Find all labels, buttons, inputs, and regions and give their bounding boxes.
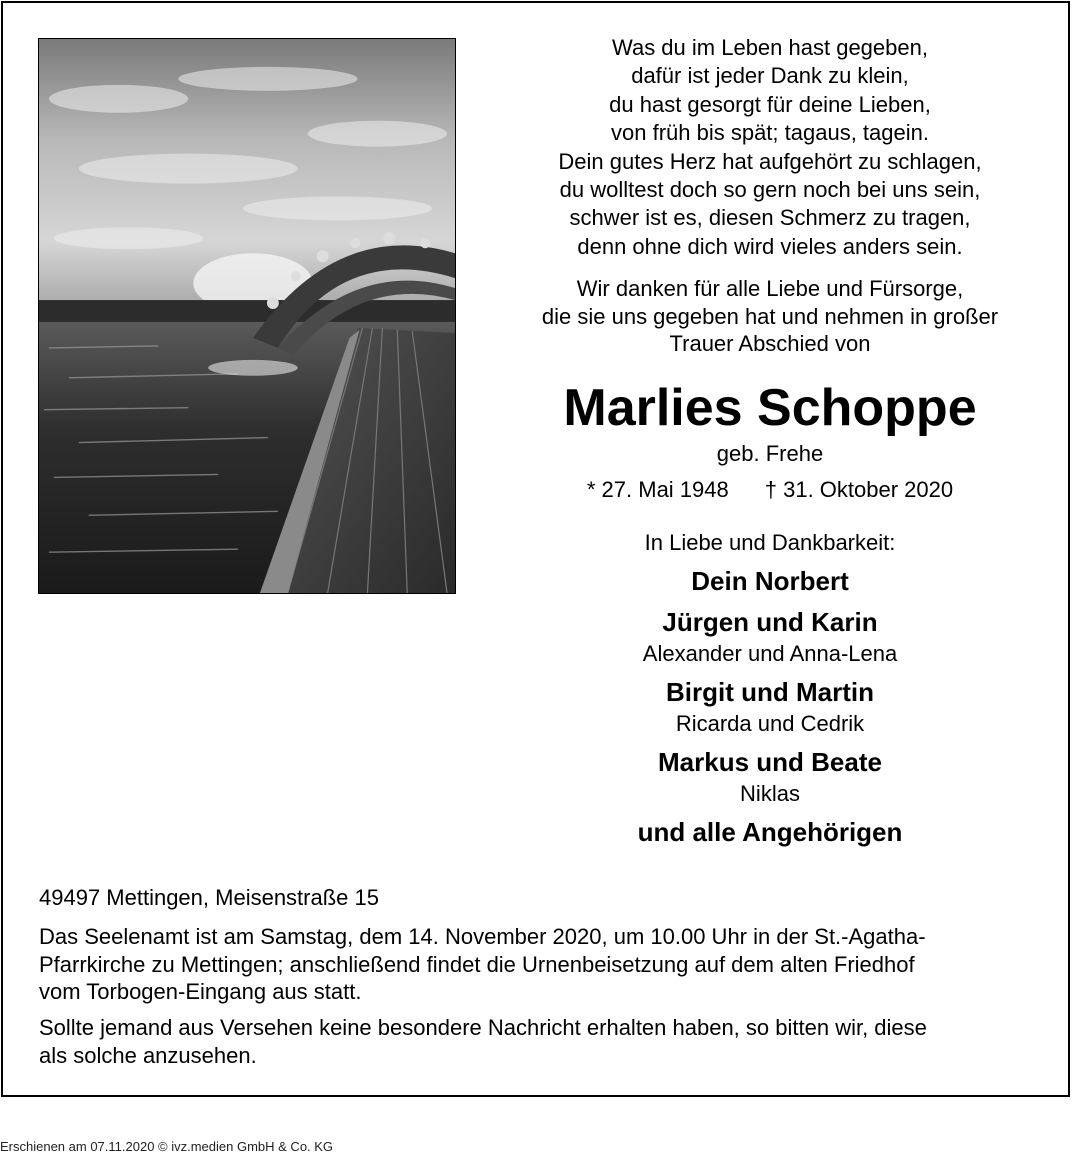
thanks-line: Trauer Abschied von: [669, 331, 871, 356]
poem-line: du hast gesorgt für deine Lieben,: [609, 91, 931, 117]
service-line: vom Torbogen-Eingang aus statt.: [39, 979, 362, 1004]
notice-line: als solche anzusehen.: [39, 1042, 257, 1068]
poem-line: schwer ist es, diesen Schmerz zu tragen,: [569, 205, 971, 231]
family-group-names: Jürgen und Karin: [662, 607, 878, 637]
pier-photo-icon: [39, 39, 455, 593]
service-info: [39, 923, 1044, 1006]
birth-date: * 27. Mai 1948: [586, 477, 729, 502]
family-group-names: Birgit und Martin: [666, 677, 874, 707]
family-group-children: Ricarda und Cedrik: [675, 711, 865, 736]
thanks-line: die sie uns gegeben hat und nehmen in großer: [541, 303, 999, 329]
poem-line: Was du im Leben hast gegeben,: [612, 35, 928, 60]
family-list: [470, 528, 1070, 849]
service-line: Pfarrkirche zu Mettingen; anschließend findet die Urnenbeisetzung auf dem alten Friedhof: [39, 951, 915, 977]
notice-text: [39, 1014, 1044, 1069]
family-intro: In Liebe und Dankbarkeit:: [644, 530, 896, 555]
notice-line: Sollte jemand aus Versehen keine besondere Nachricht erhalten haben, so bitten wir, diese: [39, 1015, 927, 1040]
poem-line: denn ohne dich wird vieles anders sein.: [577, 233, 963, 259]
poem: [470, 34, 1070, 261]
family-group-children: Niklas: [740, 781, 800, 806]
poem-line: dafür ist jeder Dank zu klein,: [631, 63, 909, 89]
spouse-name: Dein Norbert: [691, 566, 849, 596]
poem-line: Dein gutes Herz hat aufgehört zu schlagen,: [558, 148, 982, 174]
family-closing: und alle Angehörigen: [637, 817, 903, 847]
death-date: † 31. Oktober 2020: [764, 477, 954, 502]
thanks-line: Wir danken für alle Liebe und Fürsorge,: [576, 276, 964, 301]
deceased-name: Marlies Schoppe: [563, 379, 977, 437]
publication-footer: Erschienen am 07.11.2020 © ivz.medien GmbH & Co. KG: [0, 1139, 334, 1154]
pier-photo: [38, 38, 456, 594]
address: 49497 Mettingen, Meisenstraße 15: [39, 885, 379, 910]
service-line: Das Seelenamt ist am Samstag, dem 14. November 2020, um 10.00 Uhr in der St.-Agatha-: [39, 924, 926, 949]
family-group-names: Markus und Beate: [658, 747, 882, 777]
thanks-text: [470, 275, 1070, 358]
poem-line: von früh bis spät; tagaus, tagein.: [611, 120, 929, 146]
life-dates: [470, 475, 1070, 505]
family-group-children: Alexander und Anna-Lena: [642, 641, 898, 666]
birth-name: geb. Frehe: [716, 441, 824, 466]
poem-line: du wolltest doch so gern noch bei uns sein,: [559, 177, 981, 203]
